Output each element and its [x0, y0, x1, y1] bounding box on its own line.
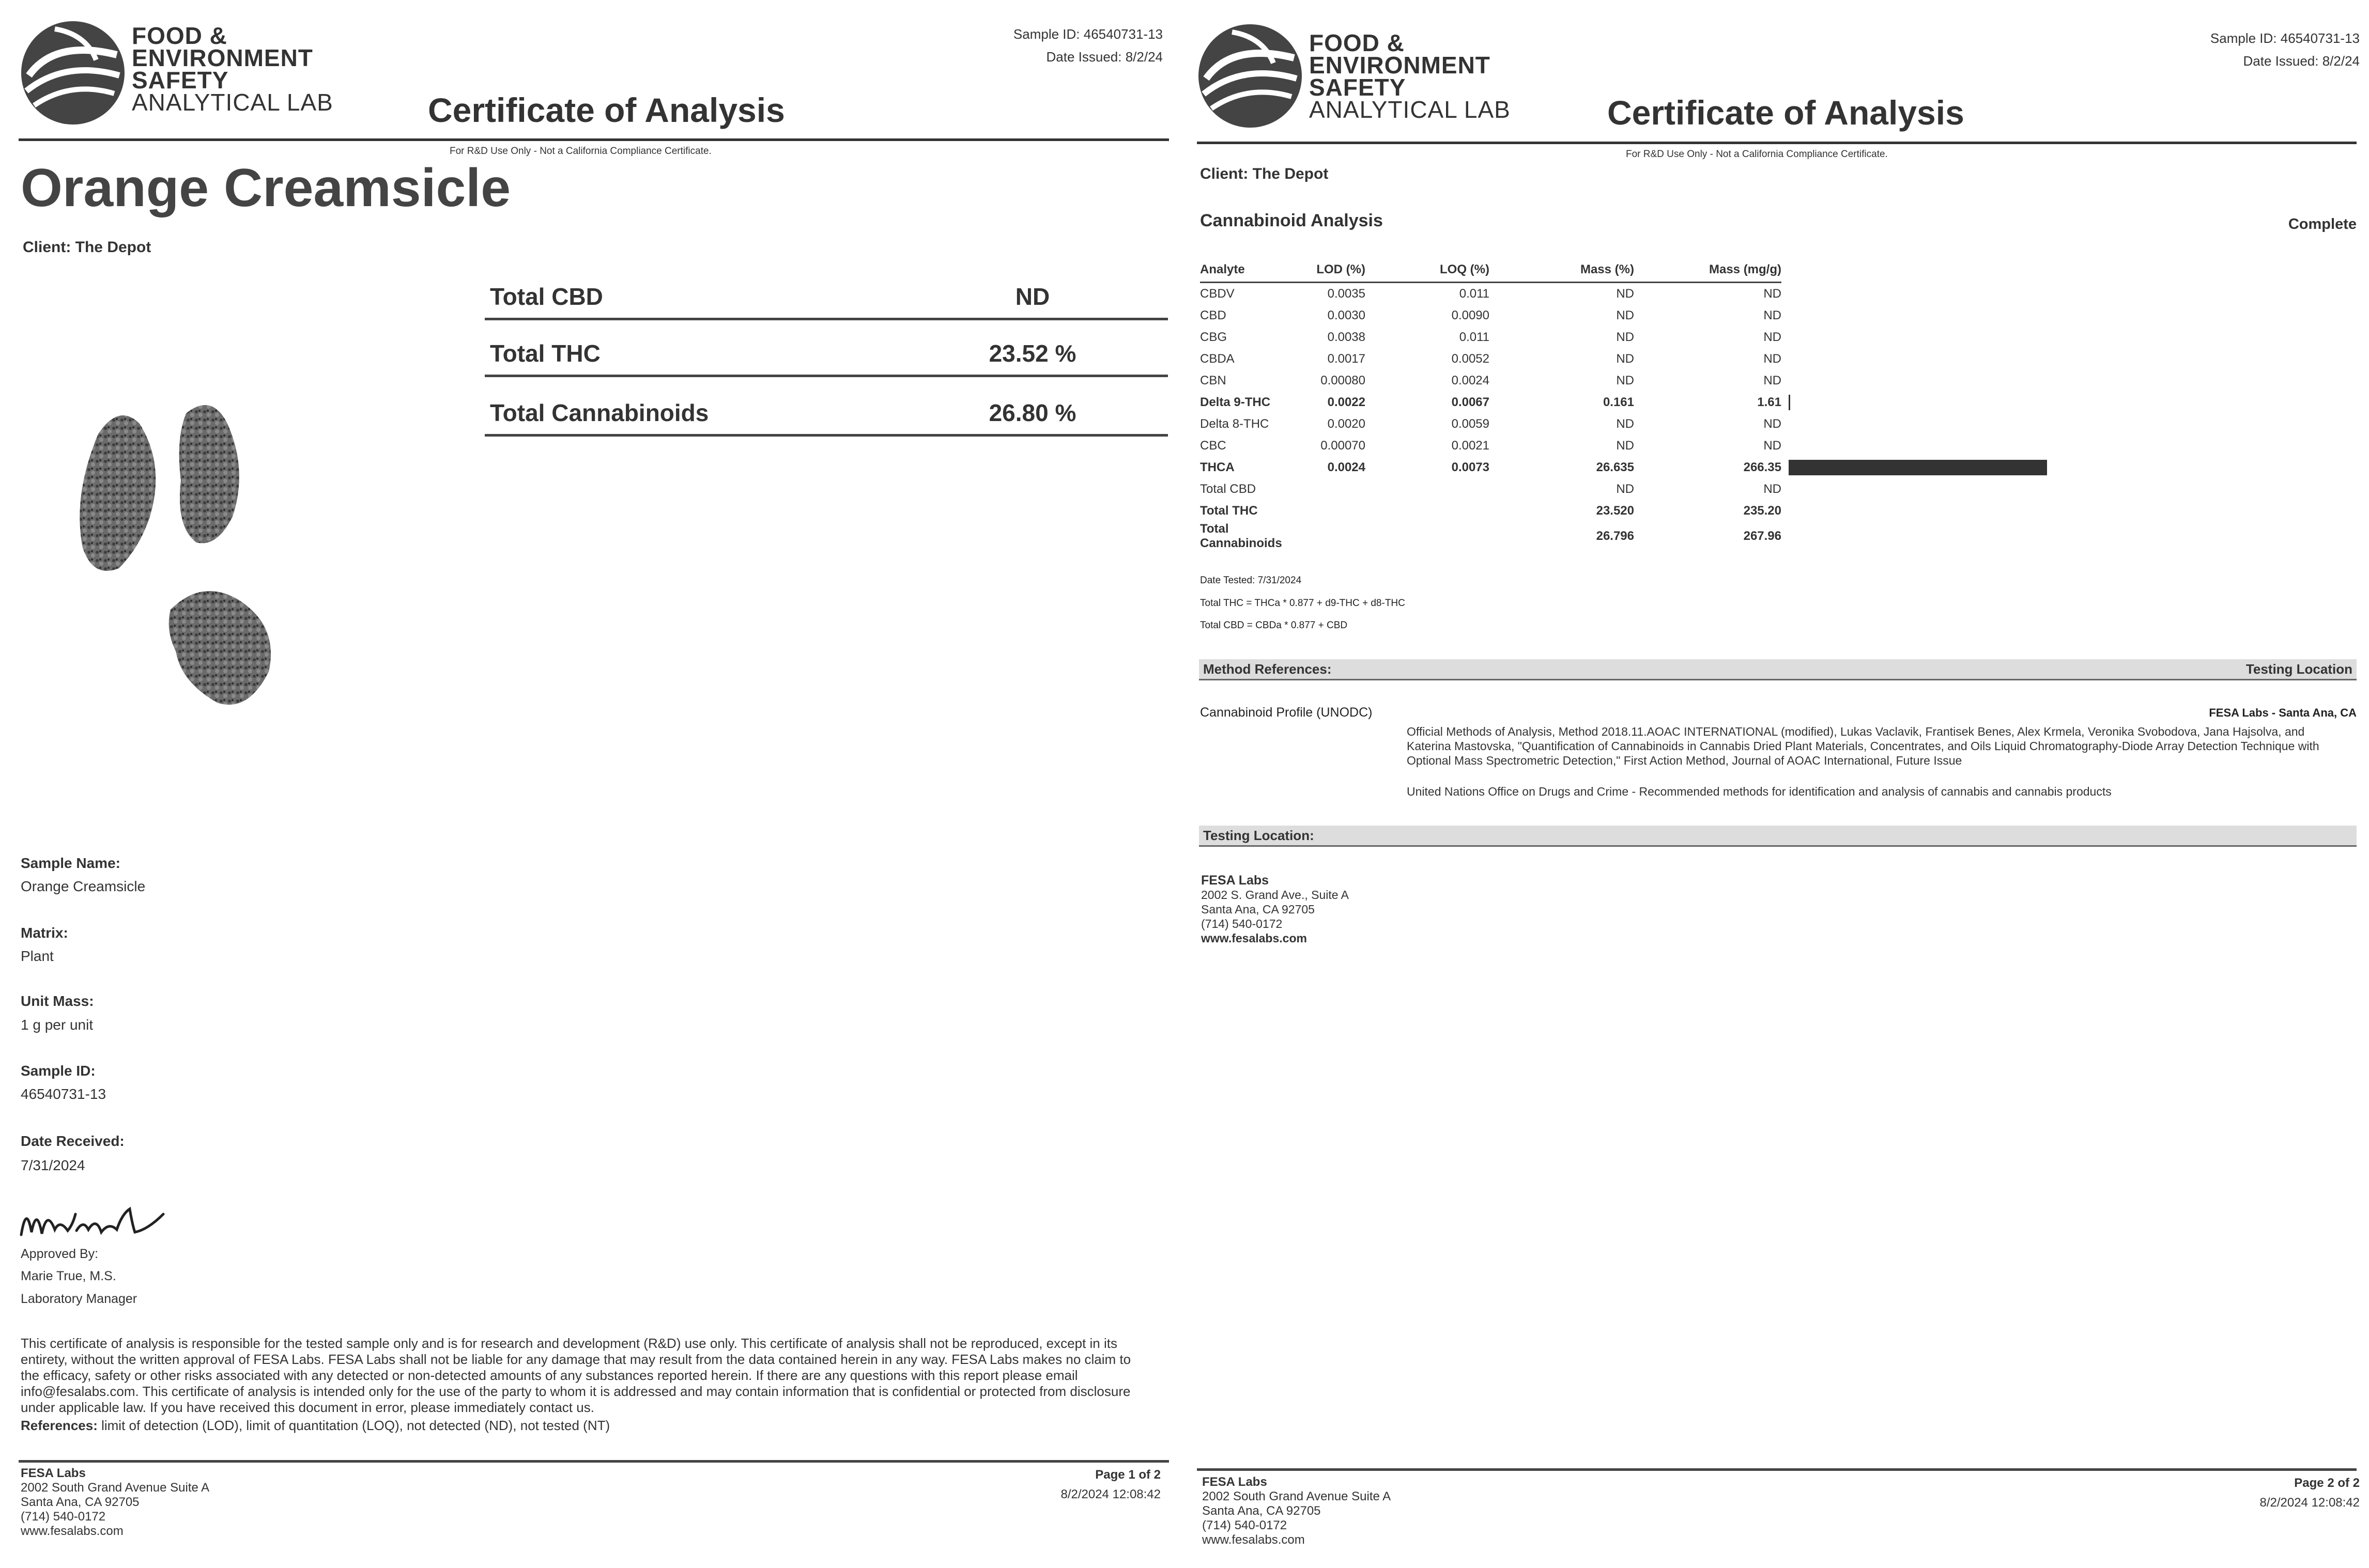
footer-page-info — [2259, 1473, 2360, 1513]
table-row — [1200, 435, 2047, 457]
footer-phone: (714) 540-0172 — [1202, 1518, 1287, 1532]
bar-cell — [1781, 413, 2047, 435]
references-label: References: — [21, 1418, 98, 1433]
analyte-cell: Total Cannabinoids — [1200, 522, 1282, 550]
analyte-cell: THCA — [1200, 460, 1235, 474]
table-row — [1200, 392, 2047, 413]
table-row — [1200, 478, 2047, 500]
mass-pct-cell: ND — [1616, 287, 1634, 301]
table-row — [1200, 413, 2047, 435]
logo-line: ANALYTICAL LAB — [1309, 96, 1511, 123]
date-tested: Date Tested: 7/31/2024 — [1200, 575, 1302, 586]
lod-cell — [1288, 478, 1365, 500]
loq-cell: 0.0090 — [1451, 308, 1489, 322]
approved-by-label: Approved By: — [21, 1247, 99, 1261]
header-meta — [2210, 27, 2360, 72]
summary-total-thc — [485, 320, 1168, 377]
method-location: FESA Labs - Santa Ana, CA — [2209, 706, 2357, 719]
sample-id-label: Sample ID: — [21, 1063, 96, 1079]
loq-cell: 0.011 — [1459, 330, 1489, 344]
matrix-value: Plant — [21, 948, 54, 964]
mass-bar — [1789, 460, 2047, 475]
loq-cell — [1365, 500, 1489, 522]
approver-title: Laboratory Manager — [21, 1292, 137, 1306]
loq-cell: 0.0073 — [1451, 460, 1489, 474]
testing-phone: (714) 540-0172 — [1201, 917, 1283, 930]
lod-cell: 0.00070 — [1320, 439, 1365, 453]
footer-website: www.fesalabs.com — [1202, 1533, 1305, 1547]
logo-wordmark — [132, 22, 333, 116]
header-rule — [1197, 142, 2357, 144]
rd-note: For R&D Use Only - Not a California Compliance Certificate. — [1626, 149, 1888, 160]
mass-pct-cell: ND — [1616, 352, 1634, 366]
formula-total-cbd: Total CBD = CBDa * 0.877 + CBD — [1200, 620, 1348, 631]
rd-note: For R&D Use Only - Not a California Compliance Certificate. — [450, 146, 712, 157]
footer-address — [21, 1466, 209, 1539]
analyte-cell: CBN — [1200, 374, 1226, 387]
band-label: Testing Location: — [1203, 828, 1314, 843]
product-photo — [62, 393, 351, 744]
footer-timestamp: 8/2/2024 12:08:42 — [1060, 1487, 1161, 1501]
signature — [19, 1193, 168, 1245]
column-header: Analyte — [1200, 261, 1288, 283]
table-row — [1200, 522, 2047, 551]
mass-pct-cell: ND — [1616, 330, 1634, 344]
logo-line: ENVIRONMENT — [132, 44, 313, 71]
loq-cell: 0.011 — [1459, 287, 1489, 301]
lod-cell: 0.0030 — [1327, 308, 1365, 322]
disclaimer — [21, 1336, 1147, 1434]
testing-company: FESA Labs — [1201, 873, 1269, 888]
footer-rule — [1197, 1468, 2357, 1471]
mass-pct-cell: ND — [1616, 439, 1634, 453]
lod-cell: 0.0017 — [1327, 352, 1365, 366]
testing-location-address — [1201, 873, 1349, 945]
bar-cell — [1781, 392, 2047, 413]
footer-company: FESA Labs — [21, 1466, 86, 1480]
certificate-title: Certificate of Analysis — [428, 91, 785, 129]
disclaimer-text: This certificate of analysis is responsible for the tested sample only and is for research and development (R&D) use only. This certificate of analysis shall not be reproduced, except in its entirety, without the written approval of FESA Labs. FESA Labs shall not be liable for any damage that may result from the data contained herein in any way. FESA Labs makes no claim to the efficacy, safety or other risks associated with any detected or non-detected amounts of any substances reported herein. If there are any questions with this report please email info@fesalabs.com. This certificate of analysis is intended only for the use of the party to whom it is addressed and may contain information that is confidential or protected from disclosure under applicable law. If you have received this document in error, please immediately contact us. — [21, 1336, 1131, 1415]
lod-cell — [1288, 500, 1365, 522]
bar-cell — [1781, 522, 2047, 551]
column-header: LOD (%) — [1288, 261, 1365, 283]
mass-pct-cell: ND — [1616, 308, 1634, 322]
method-references-band — [1199, 659, 2357, 680]
status-badge: Complete — [2288, 216, 2357, 232]
lod-cell: 0.0020 — [1327, 417, 1365, 431]
table-row — [1200, 305, 2047, 327]
references-text: limit of detection (LOD), limit of quantitation (LOQ), not detected (ND), not tested (NT) — [101, 1418, 610, 1433]
coa-page-2 — [1183, 0, 2362, 1568]
analyte-cell: CBD — [1200, 308, 1226, 322]
header-meta — [1013, 23, 1163, 68]
loq-cell: 0.0067 — [1451, 395, 1489, 409]
bar-cell — [1781, 348, 2047, 370]
summary-label: Total CBD — [490, 283, 603, 310]
date-issued: Date Issued: 8/2/24 — [2243, 53, 2360, 69]
table-row — [1200, 348, 2047, 370]
analyte-cell: CBC — [1200, 439, 1226, 453]
table-row — [1200, 283, 2047, 305]
matrix-label: Matrix: — [21, 925, 68, 941]
client-name: Client: The Depot — [1200, 165, 1329, 182]
mass-mg-cell: ND — [1763, 482, 1781, 496]
footer-addr-line: 2002 South Grand Avenue Suite A — [21, 1481, 210, 1495]
sample-id-header: Sample ID: 46540731-13 — [1013, 26, 1163, 42]
footer-address — [1202, 1475, 1391, 1547]
date-received-label: Date Received: — [21, 1133, 125, 1149]
header-rule — [19, 138, 1169, 141]
bar-cell — [1781, 435, 2047, 457]
lod-cell: 0.00080 — [1320, 374, 1365, 387]
analyte-cell: CBDA — [1200, 352, 1235, 366]
logo-line: FOOD & — [132, 22, 227, 49]
bar-cell — [1781, 283, 2047, 305]
unit-mass-label: Unit Mass: — [21, 993, 94, 1009]
summary-label: Total THC — [490, 340, 601, 367]
mass-mg-cell: 266.35 — [1743, 460, 1781, 474]
logo-line: FOOD & — [1309, 29, 1405, 56]
lod-cell: 0.0024 — [1327, 460, 1365, 474]
page-number: Page 1 of 2 — [1095, 1468, 1161, 1482]
mass-mg-cell: 235.20 — [1743, 504, 1781, 518]
mass-mg-cell: ND — [1763, 439, 1781, 453]
approver-name: Marie True, M.S. — [21, 1269, 116, 1283]
mass-mg-cell: 1.61 — [1757, 395, 1781, 409]
footer-rule — [19, 1460, 1169, 1463]
table-row — [1200, 500, 2047, 522]
table-header-row — [1200, 261, 2047, 283]
mass-pct-cell: ND — [1616, 417, 1634, 431]
mass-mg-cell: ND — [1763, 308, 1781, 322]
bar-cell — [1781, 370, 2047, 392]
product-name: Orange Creamsicle — [21, 158, 511, 218]
footer-company: FESA Labs — [1202, 1475, 1267, 1489]
sample-name-value: Orange Creamsicle — [21, 878, 146, 894]
loq-cell — [1365, 478, 1489, 500]
fesa-logo-icon — [1196, 22, 1304, 130]
footer-page-info — [1060, 1465, 1161, 1504]
method-reference-aoac: Official Methods of Analysis, Method 2018.11.AOAC INTERNATIONAL (modified), Lukas Vaclavik, Frantisek Benes, Alex Krmela, Veronika Svobodova, Jana Hajsolva, and Katerina Mastovska, "Quantification of Cannabinoids in Cannabis Dried Plant Materials, Concentrates, and Oils Liquid Chromatography-Diode Array Detection Technique with Optional Mass Spectrometric Detection," First Action Method, Journal of AOAC International, Future Issue — [1407, 725, 2319, 767]
loq-cell — [1365, 522, 1489, 551]
mass-mg-cell: ND — [1763, 352, 1781, 366]
mass-bar — [1789, 395, 1790, 410]
footer-website: www.fesalabs.com — [21, 1524, 124, 1538]
sample-id-header: Sample ID: 46540731-13 — [2210, 30, 2360, 46]
references-line — [21, 1418, 1147, 1434]
logo-line: SAFETY — [132, 67, 229, 94]
footer-addr-line: 2002 South Grand Avenue Suite A — [1202, 1489, 1391, 1503]
sample-id-value: 46540731-13 — [21, 1086, 106, 1102]
loq-cell: 0.0059 — [1451, 417, 1489, 431]
summary-total-cbd — [485, 263, 1168, 320]
table-row — [1200, 370, 2047, 392]
mass-mg-cell: ND — [1763, 330, 1781, 344]
logo-line: ENVIRONMENT — [1309, 52, 1490, 79]
loq-cell: 0.0024 — [1451, 374, 1489, 387]
mass-pct-cell: ND — [1616, 482, 1634, 496]
table-row — [1200, 327, 2047, 348]
analyte-cell: Delta 8-THC — [1200, 417, 1269, 431]
testing-website: www.fesalabs.com — [1201, 932, 1307, 945]
analyte-cell: CBDV — [1200, 287, 1235, 301]
lod-cell: 0.0022 — [1327, 395, 1365, 409]
footer-addr-line: Santa Ana, CA 92705 — [21, 1495, 140, 1509]
unit-mass-value: 1 g per unit — [21, 1017, 94, 1033]
summary-total-cannabinoids — [485, 380, 1168, 437]
analyte-cell: Total CBD — [1200, 482, 1256, 496]
coa-page-1 — [0, 0, 1178, 1568]
summary-value: 26.80 % — [989, 399, 1076, 426]
column-header: LOQ (%) — [1365, 261, 1489, 283]
bar-cell — [1781, 327, 2047, 348]
cannabinoid-table — [1200, 261, 2047, 551]
bar-cell — [1781, 478, 2047, 500]
analyte-cell: Delta 9-THC — [1200, 395, 1271, 409]
lod-cell: 0.0038 — [1327, 330, 1365, 344]
footer-phone: (714) 540-0172 — [21, 1510, 106, 1524]
lod-cell — [1288, 522, 1365, 551]
column-header: Mass (%) — [1489, 261, 1634, 283]
summary-value: 23.52 % — [989, 340, 1076, 367]
logo-line: SAFETY — [1309, 74, 1406, 101]
band-label: Testing Location — [2245, 661, 2352, 677]
testing-location-band — [1199, 826, 2357, 847]
page-number: Page 2 of 2 — [2294, 1476, 2360, 1490]
mass-pct-cell: ND — [1616, 374, 1634, 387]
summary-label: Total Cannabinoids — [490, 399, 709, 426]
logo-line: ANALYTICAL LAB — [132, 89, 333, 116]
logo-wordmark — [1309, 29, 1511, 123]
section-title: Cannabinoid Analysis — [1200, 211, 1383, 230]
column-header: Mass (mg/g) — [1634, 261, 1781, 283]
analyte-cell: Total THC — [1200, 504, 1258, 518]
bar-cell — [1781, 457, 2047, 478]
method-name: Cannabinoid Profile (UNODC) — [1200, 705, 1373, 720]
date-issued: Date Issued: 8/2/24 — [1046, 49, 1163, 65]
testing-addr-line: 2002 S. Grand Ave., Suite A — [1201, 888, 1349, 902]
table-row — [1200, 457, 2047, 478]
mass-mg-cell: ND — [1763, 417, 1781, 431]
loq-cell: 0.0052 — [1451, 352, 1489, 366]
summary-value: ND — [1015, 283, 1050, 310]
lod-cell: 0.0035 — [1327, 287, 1365, 301]
mass-mg-cell: 267.96 — [1743, 529, 1781, 543]
client-name: Client: The Depot — [23, 239, 151, 256]
analyte-cell: CBG — [1200, 330, 1227, 344]
bar-cell — [1781, 305, 2047, 327]
mass-mg-cell: ND — [1763, 374, 1781, 387]
footer-timestamp: 8/2/2024 12:08:42 — [2259, 1496, 2360, 1510]
bar-column-header — [1781, 261, 2047, 283]
formula-total-thc: Total THC = THCa * 0.877 + d9-THC + d8-THC — [1200, 598, 1405, 609]
band-label: Method References: — [1203, 661, 1332, 677]
mass-pct-cell: 26.635 — [1596, 460, 1634, 474]
loq-cell: 0.0021 — [1451, 439, 1489, 453]
bar-cell — [1781, 500, 2047, 522]
footer-addr-line: Santa Ana, CA 92705 — [1202, 1504, 1321, 1518]
mass-pct-cell: 23.520 — [1596, 504, 1634, 518]
fesa-logo-icon — [19, 19, 127, 127]
method-reference-unodc: United Nations Office on Drugs and Crime - Recommended methods for identification and analysis of cannabis and cannabis products — [1407, 785, 2112, 798]
mass-pct-cell: 0.161 — [1603, 395, 1634, 409]
mass-mg-cell: ND — [1763, 287, 1781, 301]
sample-name-label: Sample Name: — [21, 855, 120, 871]
date-received-value: 7/31/2024 — [21, 1157, 85, 1173]
mass-pct-cell: 26.796 — [1596, 529, 1634, 543]
certificate-title: Certificate of Analysis — [1607, 94, 1964, 132]
testing-addr-line: Santa Ana, CA 92705 — [1201, 903, 1315, 916]
